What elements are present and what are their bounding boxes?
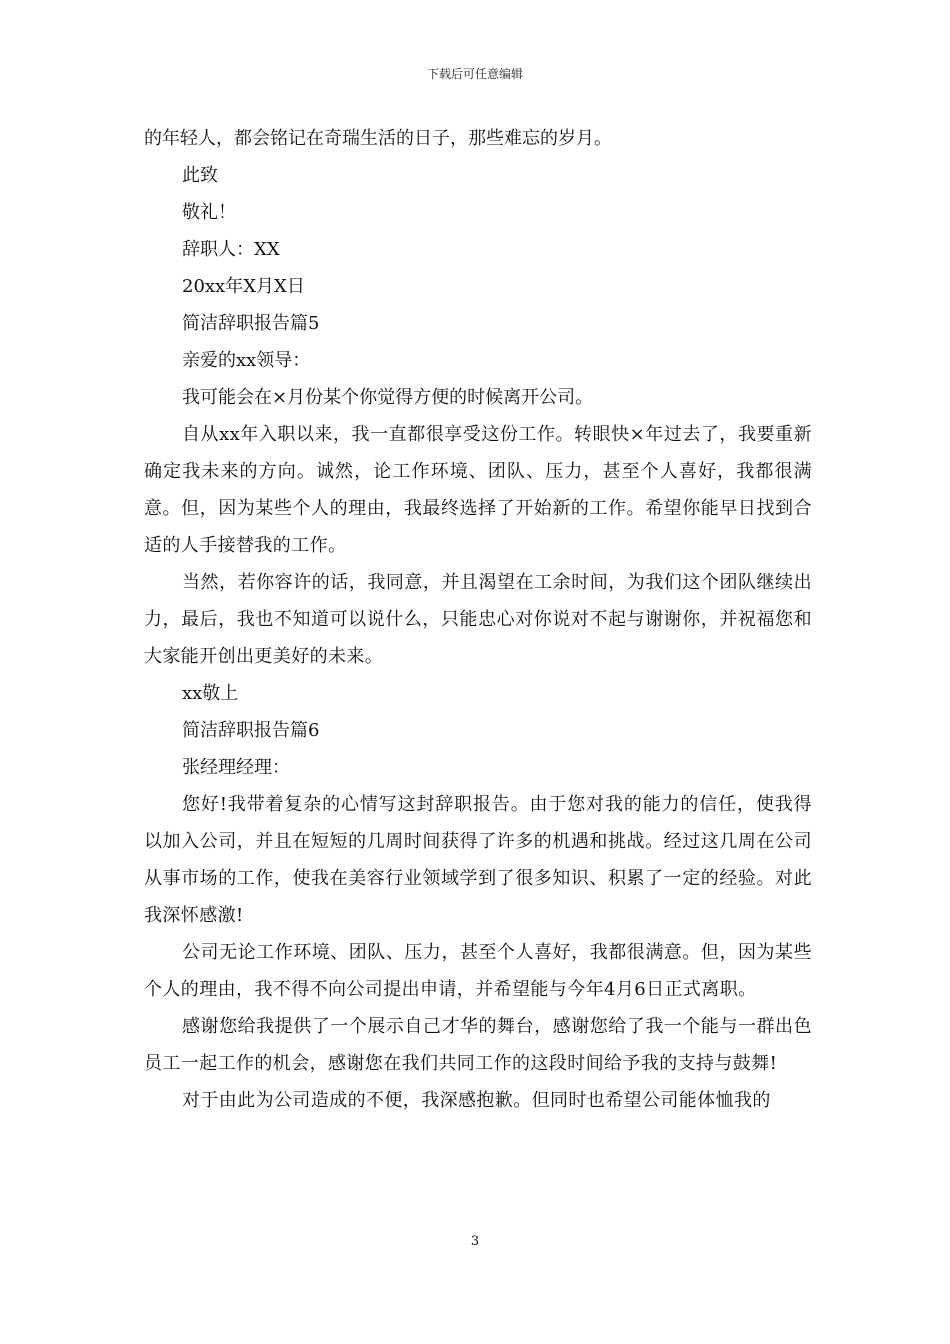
section-6-paragraph-4: 对于由此为公司造成的不便，我深感抱歉。但同时也希望公司能体恤我的 [182,1090,771,1111]
section-6-title: 简洁辞职报告篇6 [182,720,320,741]
continuation-line: 的年轻人，都会铭记在奇瑞生活的日子，那些难忘的岁月。 [144,128,612,149]
signer-line: 辞职人：XX [182,239,280,260]
section-5-paragraph-1: 我可能会在×月份某个你觉得方便的时候离开公司。 [182,387,594,408]
section-6-paragraph-2: 公司无论工作环境、团队、压力，甚至个人喜好，我都很满意。但，因为某些个人的理由，我不得不向公司提出申请，并希望能与今年4月6日正式离职。 [144,942,812,1000]
section-5-salutation: 亲爱的xx领导： [182,350,311,371]
section-5-sign-off: xx敬上 [182,683,239,704]
section-5-paragraph-2: 自从xx年入职以来，我一直都很享受这份工作。转眼快×年过去了，我要重新确定我未来的方向。诚然，论工作环境、团队、压力，甚至个人喜好，我都很满意。但，因为某些个人的理由，我最终选择了开始新的工作。希望你能早日找到合适的人手接替我的工作。 [144,424,812,556]
closing-line-2: 敬礼！ [182,202,236,223]
section-6-paragraph-1: 您好!我带着复杂的心情写这封辞职报告。由于您对我的能力的信任，使我得以加入公司，并且在短短的几周时间获得了许多的机遇和挑战。经过这几周在公司从事市场的工作，使我在美容行业领域学到了很多知识、积累了一定的经验。对此我深怀感激! [144,794,812,926]
section-5-title: 简洁辞职报告篇5 [182,313,320,334]
section-6-salutation: 张经理经理： [182,757,290,778]
document-body [144,120,812,1119]
closing-line-1: 此致 [182,165,218,186]
section-6-paragraph-3: 感谢您给我提供了一个展示自己才华的舞台，感谢您给了我一个能与一群出色员工一起工作的机会，感谢您在我们共同工作的这段时间给予我的支持与鼓舞! [144,1016,812,1074]
date-line: 20xx年X月X日 [182,276,305,297]
page-header-note: 下载后可任意编辑 [426,67,523,81]
page-number: 3 [470,1234,480,1249]
section-5-paragraph-3: 当然，若你容许的话，我同意，并且渴望在工余时间，为我们这个团队继续出力，最后，我也不知道可以说什么，只能忠心对你说对不起与谢谢你，并祝福您和大家能开创出更美好的未来。 [144,572,812,667]
